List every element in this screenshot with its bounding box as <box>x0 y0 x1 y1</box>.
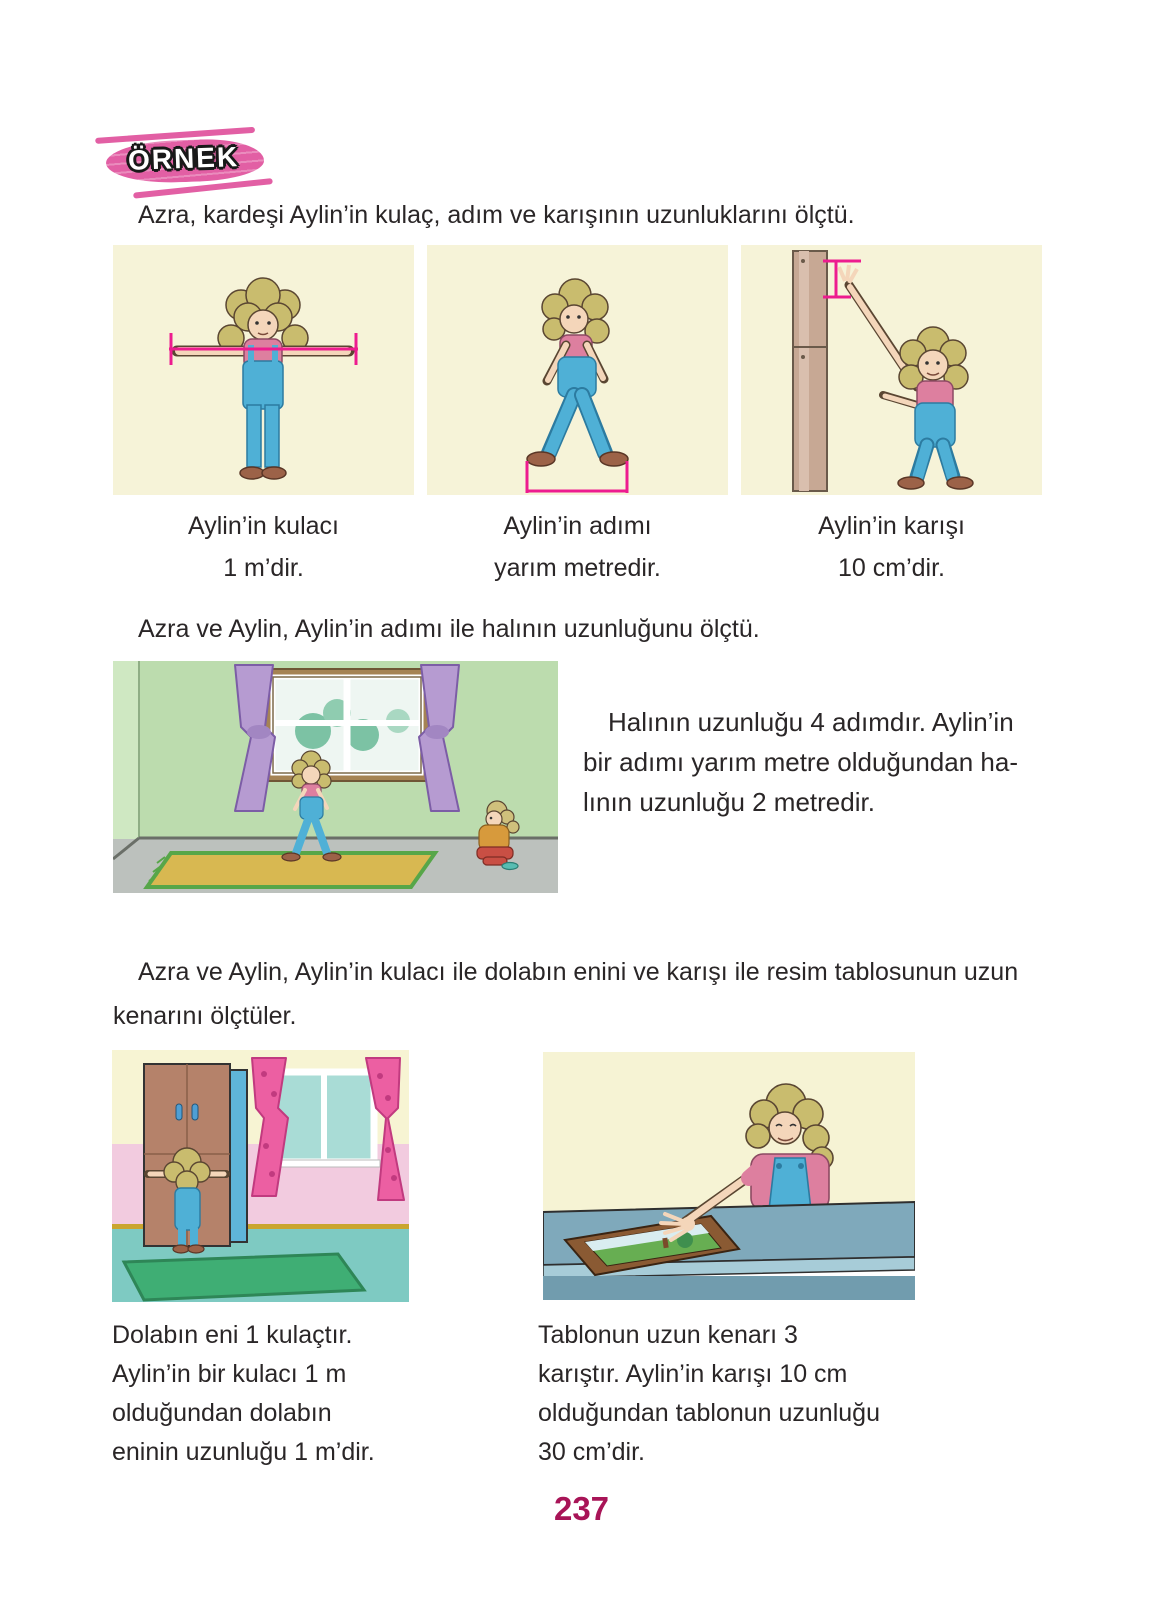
tableau-explanation <box>538 1316 968 1472</box>
carpet-line: Halının uzunluğu 4 adımdır. Aylin’in <box>608 707 1014 737</box>
arm-span-caption <box>113 505 414 589</box>
arm-span-illustration <box>113 245 414 495</box>
wardrobe-explanation <box>112 1316 442 1472</box>
tableau-line: karıştır. Aylin’in karışı 10 cm <box>538 1360 848 1388</box>
wardrobe-illustration <box>112 1050 409 1302</box>
carpet-line: lının uzunluğu 2 metredir. <box>583 787 875 817</box>
tableau-line: 30 cm’dir. <box>538 1438 645 1466</box>
caption-line: yarım metredir. <box>494 554 661 582</box>
girl-arm-span-icon <box>113 245 414 495</box>
ornek-badge <box>104 132 274 190</box>
girl-step-icon <box>427 245 728 495</box>
caption-line: 1 m’dir. <box>223 554 304 582</box>
panel-step <box>427 245 728 589</box>
wardrobe-line: Aylin’in bir kulacı 1 m <box>112 1360 347 1388</box>
panel-hand-span <box>741 245 1042 589</box>
intro-paragraph: Azra, kardeşi Aylin’in kulaç, adım ve karışının uzunluklarını ölçtü. <box>138 201 855 229</box>
caption-line: Aylin’in karışı <box>818 512 965 540</box>
carpet-room-illustration <box>113 661 558 893</box>
wardrobe-line: olduğundan dolabın <box>112 1399 332 1427</box>
tableau-illustration <box>543 1052 915 1300</box>
wardrobe-line: eninin uzunluğu 1 m’dir. <box>112 1438 375 1466</box>
ornek-badge-label: ÖRNEK <box>127 141 240 176</box>
carpet-room-icon <box>113 661 558 893</box>
hand-span-caption <box>741 505 1042 589</box>
panel-arm-span <box>113 245 414 589</box>
page-number: 237 <box>553 1490 610 1527</box>
measure-panels-row <box>113 245 1043 589</box>
carpet-line: bir adımı yarım metre olduğundan ha- <box>583 747 1018 777</box>
wardrobe-line: Dolabın eni 1 kulaçtır. <box>112 1321 353 1349</box>
hand-span-illustration <box>741 245 1042 495</box>
tableau-line: Tablonun uzun kenarı 3 <box>538 1321 798 1349</box>
caption-line: 10 cm’dir. <box>838 554 945 582</box>
tableau-scene-icon <box>543 1052 915 1300</box>
tableau-line: olduğundan tablonun uzunluğu <box>538 1399 880 1427</box>
caption-line: Aylin’in kulacı <box>187 512 339 540</box>
wardrobe-scene-icon <box>112 1050 409 1302</box>
carpet-paragraph: Azra ve Aylin, Aylin’in adımı ile halının uzunluğunu ölçtü. <box>138 615 760 643</box>
wardrobe-paragraph: Azra ve Aylin, Aylin’in kulacı ile dolabın enini ve karışı ile resim tablosunun uzun kenarını ölçtüler. <box>113 958 1019 1030</box>
carpet-explanation <box>583 702 1053 822</box>
step-caption <box>427 505 728 589</box>
girl-hand-span-icon <box>741 245 1042 495</box>
step-illustration <box>427 245 728 495</box>
caption-line: Aylin’in adımı <box>503 512 652 540</box>
